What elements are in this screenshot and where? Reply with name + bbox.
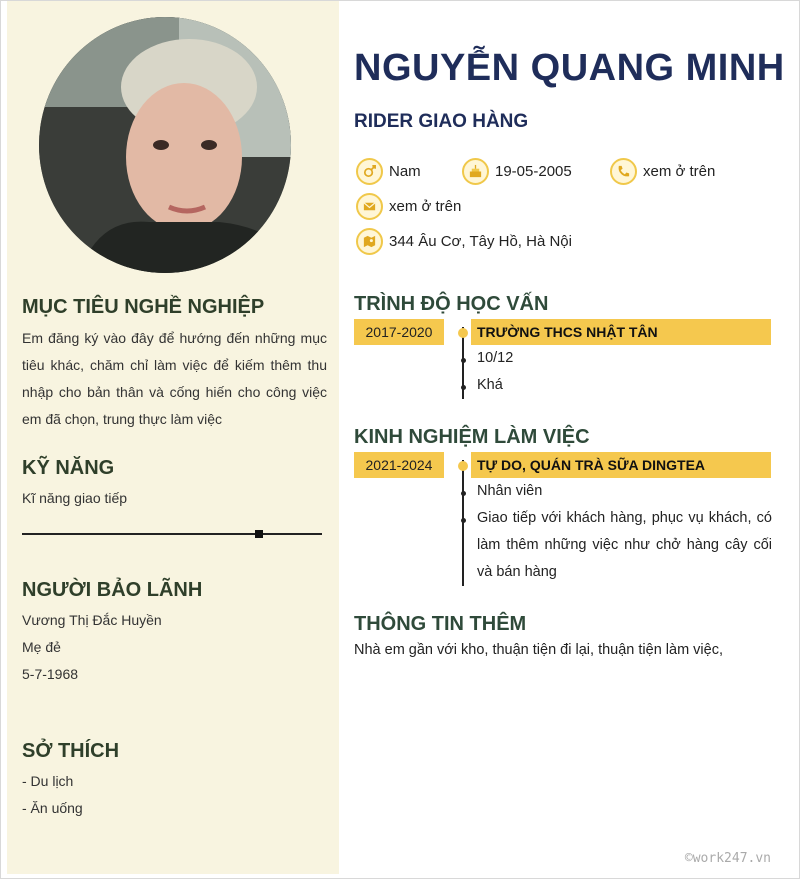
guarantor-relation: Mẹ đẻ <box>22 639 61 655</box>
dob-value: 19-05-2005 <box>495 163 572 180</box>
experience-detail: Giao tiếp với khách hàng, phục vụ khách, có làm thêm những việc như chở hàng cây cối và bán hàng <box>477 510 772 580</box>
skills-heading: KỸ NĂNG <box>22 457 115 479</box>
gender-info <box>356 158 421 185</box>
gender-icon <box>356 158 383 185</box>
guarantor-name: Vương Thị Đắc Huyền <box>22 612 162 628</box>
phone-value: xem ở trên <box>643 163 716 180</box>
address-icon <box>356 228 383 255</box>
bullet-dot <box>461 385 466 390</box>
address-info <box>356 228 572 255</box>
education-years: 2017-2020 <box>354 319 444 345</box>
bullet-dot <box>461 518 466 523</box>
experience-years: 2021-2024 <box>354 452 444 478</box>
timeline-dot <box>458 461 468 471</box>
guarantor-dob: 5-7-1968 <box>22 666 79 682</box>
objective-heading: MỤC TIÊU NGHỀ NGHIỆP <box>22 296 265 318</box>
full-name: NGUYỄN QUANG MINH <box>354 47 785 89</box>
email-info <box>356 193 461 220</box>
additional-heading: THÔNG TIN THÊM <box>354 613 527 635</box>
company-name: TỰ DO, QUÁN TRÀ SỮA DINGTEA <box>471 452 771 478</box>
hobby-item: - Ăn uống <box>22 800 83 816</box>
watermark: ©work247.vn <box>684 851 771 866</box>
skill-name: Kĩ năng giao tiếp <box>22 490 128 506</box>
skill-level-bar <box>22 533 322 535</box>
phone-icon <box>610 158 637 185</box>
experience-timeline <box>462 460 464 586</box>
education-heading: TRÌNH ĐỘ HỌC VẤN <box>354 293 549 315</box>
bullet-dot <box>461 491 466 496</box>
additional-text: Nhà em gần với kho, thuận tiện đi lại, thuận tiện làm việc, <box>354 642 723 658</box>
email-icon <box>356 193 383 220</box>
timeline-dot <box>458 328 468 338</box>
birthday-icon <box>462 158 489 185</box>
phone-info <box>610 158 715 185</box>
experience-detail: Nhân viên <box>477 483 543 499</box>
skill-level-marker <box>255 530 263 538</box>
school-name: TRƯỜNG THCS NHẬT TÂN <box>471 319 771 345</box>
hobbies-heading: SỞ THÍCH <box>22 740 120 762</box>
bullet-dot <box>461 358 466 363</box>
hobby-item: - Du lịch <box>22 773 74 789</box>
education-detail: Khá <box>477 377 503 393</box>
dob-info <box>462 158 572 185</box>
guarantor-heading: NGƯỜI BẢO LÃNH <box>22 579 203 601</box>
job-title: RIDER GIAO HÀNG <box>354 111 529 132</box>
objective-text: Em đăng ký vào đây để hướng đến những mục tiêu khác, chăm chỉ làm việc để kiếm thêm thu nhập cho bản thân và cống hiến cho công việc em đã chọn, trung thực làm việc <box>22 330 327 427</box>
gender-value: Nam <box>389 163 421 180</box>
email-value: xem ở trên <box>389 198 462 215</box>
address-value: 344 Âu Cơ, Tây Hồ, Hà Nội <box>389 233 572 250</box>
avatar <box>39 17 291 273</box>
experience-heading: KINH NGHIỆM LÀM VIỆC <box>354 426 590 448</box>
education-detail: 10/12 <box>477 350 514 366</box>
avatar-photo <box>39 17 291 273</box>
